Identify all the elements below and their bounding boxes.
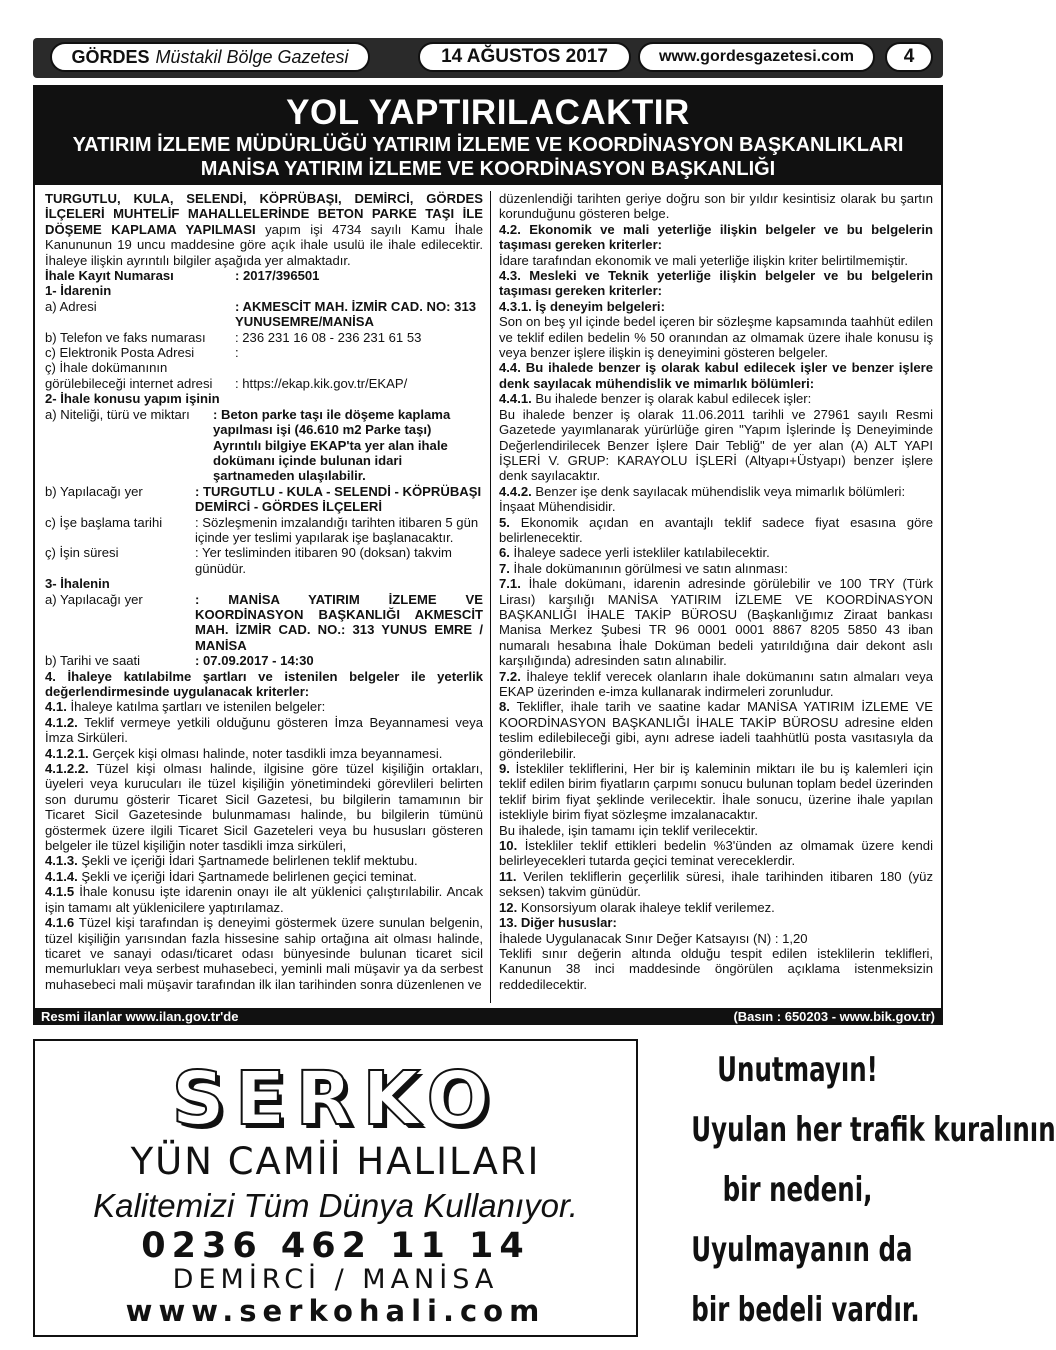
intro-text: yapım işi 4734 sayılı Kamu İhale Kanununun 19 uncu maddesine göre açık ihale usulü ile ihale edilecektir. İhaleye ilişkin ayrıntılı bilgiler aşağıda yer almaktadır. — [45, 221, 483, 268]
clause-number: 4.1.2.2. — [45, 761, 89, 777]
paper-name: GÖRDES — [71, 46, 150, 67]
clause-4-1-2-2 — [45, 761, 483, 853]
clause-text: Konsorsiyum olarak ihaleye teklif verilemez. — [517, 899, 775, 915]
section-1-heading: 1- İdarenin — [45, 283, 112, 299]
duration-value: : Yer tesliminden itibaren 90 (doksan) takvim günüdür. — [195, 545, 452, 576]
serko-product-line: YÜN CAMİİ HALILARI — [130, 1140, 541, 1183]
traffic-line-5: bir bedeli vardır. — [691, 1290, 920, 1330]
nature-value-2: Ayrıntılı bilgiye EKAP'ta yer alan ihale dokümanı içinde bulunan idari şartnameden ulaşılabilir. — [213, 437, 448, 484]
clause-text: Tüzel kişi tarafından iş deneyimi göstermek üzere sunulan belgenin, tüzel kişiliğin yarısından fazla hissesine sahip ortağına ait olması halinde, ticaret ve sanayi odası/ticaret odası bünyesinde bulunan ticaret sicil memurlukları veya serbest muhasebeci, yeminli mali müşavir ya da serbest muhasebeci mali müşavir tarafından ilk ilan tarihinden sonra düzenlenen ve — [45, 915, 483, 992]
clause-4-1 — [45, 699, 483, 714]
tender-place-label: a) Yapılacağı yer — [45, 591, 143, 607]
clause-4-1-3 — [45, 853, 483, 868]
clause-text: Şekli ve içeriği İdari Şartnamede belirlenen geçici teminat. — [77, 868, 417, 884]
work-place-value: : TURGUTLU - KULA - SELENDİ - KÖPRÜBAŞI DEMİRCİ - GÖRDES İLÇELERİ — [195, 483, 482, 515]
newspaper-name — [50, 42, 370, 72]
duration-row — [45, 545, 483, 576]
notice-subtitle-1: YATIRIM İZLEME MÜDÜRLÜĞÜ YATIRIM İZLEME VE KOORDİNASYON BAŞKANLIKLARI — [72, 134, 904, 156]
address-row — [45, 299, 483, 330]
tender-date-value: : 07.09.2017 - 14:30 — [195, 653, 314, 669]
notice-right-column — [499, 191, 933, 992]
clause-number: 4.1.2.1. — [45, 745, 89, 761]
clause-text: İhaleye katılma şartları ve istenilen belgeler: — [66, 699, 326, 715]
clause-9-note: Bu ihalede, işin tamamı için teklif verilecektir. — [499, 822, 759, 838]
address-label: a) Adresi — [45, 298, 97, 314]
clause-text: İhaleye sadece yerli istekliler katılabilecektir. — [509, 545, 770, 561]
intro-paragraph — [45, 191, 483, 268]
clause-text: Teklifler, ihale tarih ve saatine kadar MANİSA YATIRIM İZLEME VE KOORDİNASYON BAŞKANLIĞI İHALE TAKİP BÜROSU adresine elden teslim edilebileceği gibi, aynı adrese iadeli taahhütlü posta vasıtasıyla da gönderilebilir. — [499, 699, 933, 761]
clause-number: 9. — [499, 761, 510, 777]
traffic-line-4: Uyulmayanın da — [691, 1230, 913, 1270]
clause-text: İhale dokümanının görülmesi ve satın alınması: — [509, 560, 788, 576]
email-row — [45, 345, 483, 360]
clause-number: 4.4.1. — [499, 391, 532, 407]
nature-row — [45, 407, 483, 484]
work-place-label: b) Yapılacağı yer — [45, 483, 143, 499]
clause-4-1-2 — [45, 715, 483, 746]
clause-text: İstekliler tekliflerini, Her bir iş kaleminin miktarı ile bu iş kalemleri için teklif edilen birim fiyatların çarpımı sonucu bulunan toplam bedel üzerinden teklif birim fiyat şeklinde verilecektir. İhale sonucu, üzerine ihale yapılan istekliyle birim fiyat sözleşme imzalanacaktır. — [499, 761, 933, 823]
clause-4-4-heading: 4.4. Bu ihalede benzer iş olarak kabul edilecek işler ve benzer işlere denk sayılacak mühendislik ve mimarlık bölümleri: — [499, 360, 933, 391]
tender-number-row — [45, 268, 483, 283]
notice-subtitle-2: MANİSA YATIRIM İZLEME VE KOORDİNASYON BAŞKANLIĞI — [200, 158, 776, 180]
issue-date: 14 AĞUSTOS 2017 — [418, 42, 631, 72]
start-date-label: c) İşe başlama tarihi — [45, 514, 163, 530]
clause-number: 5. — [499, 514, 510, 530]
clause-text: Verilen tekliflerin geçerlilik süresi, ihale tarihinden itibaren 180 (yüz seksen) takvim günüdür. — [499, 868, 933, 900]
tender-place-value: : MANİSA YATIRIM İZLEME VE KOORDİNASYON BAŞKANLIĞI AKMESCİT MAH. İZMİR CAD. NO.: 313 YUNUS EMRE / MANİSA — [195, 591, 483, 653]
clause-number: 4.4.2. — [499, 483, 532, 499]
clause-11 — [499, 869, 933, 900]
clause-13-heading: 13. Diğer hususlar: — [499, 915, 617, 931]
nature-value-1: : Beton parke taşı ile döşeme kaplama yapılması işi (46.610 m2 Parke taşı) — [213, 406, 451, 438]
notice-left-column — [45, 191, 483, 992]
clause-13-b: Teklifi sınır değerin altında olduğu tespit edilen isteklilerin teklifleri, Kanunun 38 inci maddesinde öngörülen açıklama istenmeksizin reddedilecektir. — [499, 945, 933, 992]
clause-text: Bu ihalede benzer iş olarak kabul edilecek işler: — [531, 391, 812, 407]
clause-number: 4.1.2. — [45, 714, 78, 730]
serko-slogan: Kalitemizi Tüm Dünya Kullanıyor. — [93, 1187, 578, 1224]
clause-8 — [499, 699, 933, 761]
official-ads-link[interactable]: Resmi ilanlar www.ilan.gov.tr'de — [41, 1009, 239, 1024]
clause-10 — [499, 838, 933, 869]
clause-text: İhale konusu işte idarenin onayı ile alt yüklenici çalıştırılabilir. Ancak işin tamamı alt yüklenicilere yaptırılamaz. — [45, 884, 483, 915]
email-label: c) Elektronik Posta Adresi — [45, 345, 195, 361]
clause-number: 8. — [499, 699, 510, 715]
clause-4-3-1-text: Son on beş yıl içinde bedel içeren bir sözleşme kapsamında taahhüt edilen ve teklif edilen bedelin % 50 oranından az olmamak üzere ihale konusu iş veya benzer işlere ilişkin iş deneyimini gösteren belgeler. — [499, 314, 933, 361]
duration-label: ç) İşin süresi — [45, 545, 119, 561]
traffic-safety-message — [691, 1040, 1056, 1340]
newspaper-website[interactable]: www.gordesgazetesi.com — [638, 42, 875, 72]
serko-phone: 0236 462 11 14 — [141, 1226, 530, 1266]
paper-subtitle: Müstakil Bölge Gazetesi — [155, 46, 349, 67]
clause-4-3-1-heading: 4.3.1. İş deneyim belgeleri: — [499, 298, 665, 314]
tender-date-row — [45, 653, 483, 668]
nature-label: a) Niteliği, türü ve miktarı — [45, 406, 190, 422]
clause-number: 7.1. — [499, 576, 521, 592]
clause-text: Benzer işe denk sayılacak mühendislik veya mimarlık bölümleri: — [531, 483, 906, 499]
clause-number: 4.1.6 — [45, 915, 75, 931]
serko-brand: SERKO — [171, 1056, 500, 1142]
tender-date-label: b) Tarihi ve saati — [45, 653, 141, 669]
traffic-line-1: Unutmayın! — [717, 1050, 878, 1090]
email-value: : — [235, 345, 239, 361]
start-date-value: : Sözleşmenin imzalandığı tarihten itibaren 5 gün içinde yer teslimi yapılarak işe başlanacaktır. — [195, 514, 479, 545]
ekap-row — [45, 360, 483, 391]
clause-4-2-heading: 4.2. Ekonomik ve mali yeterliğe ilişkin belgeler ve bu belgelerin taşıması gereken kriterler: — [499, 221, 933, 253]
section-2-heading: 2- İhale konusu yapım işinin — [45, 391, 220, 407]
clause-4-4-1 — [499, 391, 933, 406]
clause-13-a: İhalede Uygulanacak Sınır Değer Katsayısı (N) : 1,20 — [499, 930, 808, 946]
traffic-line-3: bir nedeni, — [722, 1170, 873, 1210]
ekap-label: ç) İhale dokümanının görülebileceği internet adresi — [45, 360, 213, 391]
notice-footer-bar — [35, 1008, 941, 1025]
clause-number: 12. — [499, 899, 518, 915]
clause-4-1-2-1 — [45, 746, 483, 761]
notice-banner — [35, 87, 941, 185]
clause-number: 7. — [499, 560, 510, 576]
notice-title: YOL YAPTIRILACAKTIR — [286, 93, 690, 132]
serko-advertisement — [33, 1039, 638, 1337]
tender-number-label: İhale Kayıt Numarası — [45, 268, 174, 284]
clause-4-4-2 — [499, 484, 933, 499]
column-divider — [490, 191, 491, 1003]
serko-location: DEMİRCİ / MANİSA — [172, 1264, 499, 1295]
clause-text: İhaleye teklif verecek olanların ihale dokümanını satın almaları veya EKAP üzerinden e-imza kullanarak indirmeleri zorunludur. — [499, 668, 933, 699]
clause-4-3-heading: 4.3. Mesleki ve Teknik yeterliğe ilişkin belgeler ve bu belgelerin taşıması gereken kriterler: — [499, 268, 933, 299]
ekap-link[interactable]: : https://ekap.kik.gov.tr/EKAP/ — [235, 375, 408, 391]
tender-number-value: : 2017/396501 — [235, 268, 320, 284]
clause-number: 6. — [499, 545, 510, 561]
start-date-row — [45, 515, 483, 546]
clause-number: 7.2. — [499, 668, 521, 684]
section-3-heading: 3- İhalenin — [45, 576, 110, 592]
clause-text: Ekonomik açıdan en avantajlı teklif sadece fiyat esasına göre belirlenecektir. — [499, 514, 933, 545]
traffic-line-2: Uyulan her trafik kuralının — [691, 1110, 1056, 1150]
clause-text: Tüzel kişi olması halinde, ilgisine göre tüzel kişiliğin ortakları, üyeleri veya kurucuları ile tüzel kişiliğin yönetimindeki görevlileri belirten son durumu gösterir Ticaret Sicil Gazetesi, bu bilgilerin tamamının bir Ticaret Sicil Gazetesinde bulunmaması halinde, bu bilgilerin tümünü göstermek üzere ilgili Ticaret Sicil Gazeteleri veya bu hususları gösteren belgeler ile tüzel kişiliğin noter tasdikli imza sirküleri, — [45, 761, 483, 854]
phone-value: : 236 231 16 08 - 236 231 61 53 — [235, 329, 422, 345]
serko-website[interactable]: www.serkohali.com — [125, 1294, 546, 1328]
clause-7 — [499, 561, 933, 576]
clause-4-4-2-text: İnşaat Mühendisidir. — [499, 499, 616, 515]
clause-continuation: düzenlendiği tarihten geriye doğru son bir yıldır kesintisiz olarak bu şartın korunduğunu gösteren belge. — [499, 191, 933, 222]
clause-number: 4.1.3. — [45, 853, 78, 869]
address-value: : AKMESCİT MAH. İZMİR CAD. NO: 313 YUNUSEMRE/MANİSA — [235, 298, 477, 330]
clause-text: Gerçek kişi olması halinde, noter tasdikli imza beyannamesi. — [88, 745, 443, 761]
clause-text: İhale dokümanı, idarenin adresinde görülebilir ve 100 TRY (Türk Lirası) karşılığı MANİSA YATIRIM İZLEME VE KOORDİNASYON BAŞKANLIĞI İHALE TAKİP BÜROSU (Başkanlığımız Ziraat bankası Manisa Merkez Şubesi TR 96 0001 0001 8867 8205 5850 43 iban numaralı hesabına İhale Doküman bedeli yatırıldığına dair dekont aslı karşılığında) adresinden satın alınabilir. — [499, 576, 933, 669]
clause-4-1-5 — [45, 884, 483, 915]
phone-label: b) Telefon ve faks numarası — [45, 329, 206, 345]
clause-9 — [499, 761, 933, 823]
clause-4-1-4 — [45, 869, 483, 884]
phone-row — [45, 330, 483, 345]
intro-bold: TURGUTLU, KULA, SELENDİ, KÖPRÜBAŞI, DEMİRCİ, GÖRDES İLÇELERİ MUHTELİF MAHALLELERİNDE BETON PARKE TAŞI İLE DÖŞEME KAPLAMA YAPILMASI — [45, 191, 483, 237]
clause-text: Teklif vermeye yetkili olduğunu gösteren İmza Beyannamesi veya İmza Sirküleri. — [45, 714, 483, 746]
clause-number: 4.1.5 — [45, 884, 75, 900]
clause-5 — [499, 515, 933, 546]
work-place-row — [45, 484, 483, 515]
clause-7-2 — [499, 669, 933, 700]
clause-4-2-text: İdare tarafından ekonomik ve mali yeterliğe ilişkin kriter belirtilmemiştir. — [499, 252, 908, 268]
clause-6 — [499, 545, 933, 560]
clause-7-1 — [499, 576, 933, 668]
clause-text: Şekli ve içeriği İdari Şartnamede belirlenen teklif mektubu. — [77, 853, 418, 869]
clause-12 — [499, 900, 933, 915]
clause-4-4-1-text: Bu ihalede benzer iş olarak 11.06.2011 tarihli ve 27961 sayılı Resmi Gazetede yayımlanarak yürürlüğe giren "Yapım İşlerinde İş Deneyiminde Değerlendirilecek Benzer İşlere Dair Tebliğ" de yer alan (A) ALT YAPI İŞLERİ V. GRUP: KARAYOLU İŞLERİ (Altyapı+Üstyapı) benzer işlere denk sayılacaktır. — [499, 406, 933, 484]
clause-number: 10. — [499, 838, 518, 854]
clause-number: 4.1.4. — [45, 868, 78, 884]
clause-number: 11. — [499, 868, 517, 884]
tender-place-row — [45, 592, 483, 654]
page-number: 4 — [885, 42, 933, 72]
clause-number: 4.1. — [45, 699, 67, 715]
press-reference: (Basın : 650203 - www.bik.gov.tr) — [733, 1009, 935, 1024]
clause-4-1-6 — [45, 915, 483, 992]
clause-text: İstekliler teklif ettikleri bedelin %3'ünden az olmamak üzere kendi belirleyecekleri tutarda geçici teminat vereceklerdir. — [499, 838, 933, 869]
nature-value — [213, 407, 483, 484]
section-4-heading: 4. İhaleye katılabilme şartları ve istenilen belgeler ile yeterlik değerlendirmesinde uygulanacak kriterler: — [45, 668, 483, 699]
